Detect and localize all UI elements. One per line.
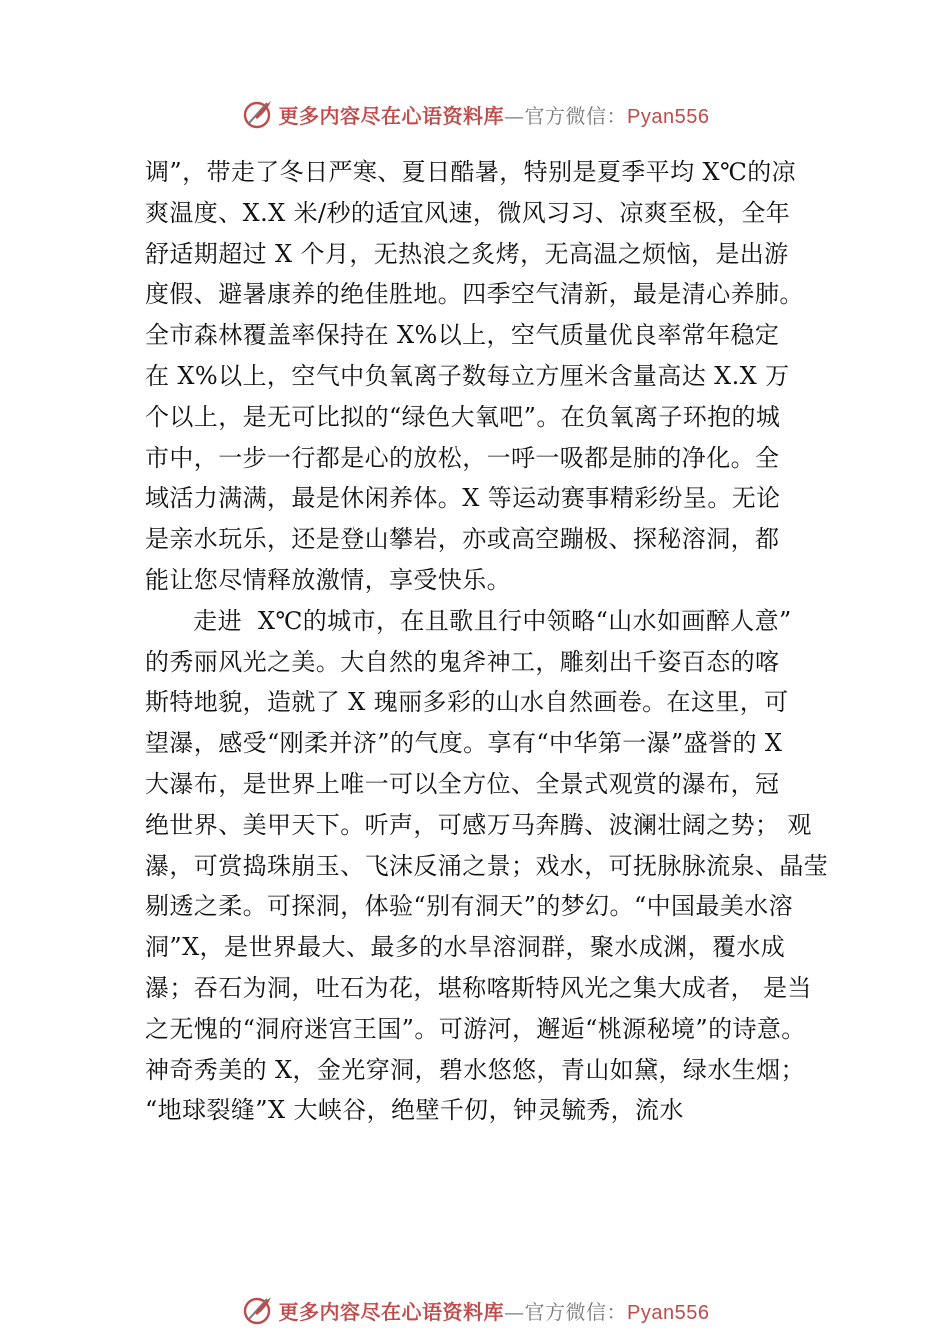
header-wechat-label: 官方微信： [524,103,628,128]
header-banner [0,94,950,134]
quill-logo-icon [241,97,275,131]
document-body [145,152,829,1131]
body-line: 洞”X，是世界最大、最多的水旱溶洞群，聚水成渊，覆水成 [145,933,786,962]
body-line: 爽温度、X.X 米/秒的适宜风速，微风习习、凉爽至极，全年 [145,198,791,227]
body-line: 走进 X℃的城市，在且歌且行中领略“山水如画醉人意” [145,606,792,635]
quill-logo-icon [241,1293,275,1327]
footer-banner [0,1290,950,1330]
body-line: 在 X%以上，空气中负氧离子数每立方厘米含量高达 X.X 万 [145,361,790,390]
body-line: 是亲水玩乐，还是登山攀岩，亦或高空蹦极、探秘溶洞，都 [145,525,780,554]
body-line: 市中，一步一行都是心的放松，一呼一吸都是肺的净化。全 [145,443,780,472]
header-wechat-id: Pyan556 [627,105,710,128]
body-line: 度假、避暑康养的绝佳胜地。四季空气清新，最是清心养肺。 [145,280,804,309]
body-line: 绝世界、美甲天下。听声，可感万马奔腾、波澜壮阔之势； 观 [145,810,812,839]
body-line: 剔透之柔。可探洞，体验“别有洞天”的梦幻。“中国最美水溶 [145,892,794,921]
body-line: 域活力满满，最是休闲养体。X 等运动赛事精彩纷呈。无论 [145,484,781,513]
header-separator: — [504,103,525,128]
body-line: 调”，带走了冬日严寒、夏日酷暑，特别是夏季平均 X℃的凉 [145,158,797,186]
header-site-name: 更多内容尽在心语资料库 [278,103,505,128]
body-line: 望瀑，感受“刚柔并济”的气度。享有“中华第一瀑”盛誉的 X [145,729,783,758]
body-line: 神奇秀美的 X，金光穿洞，碧水悠悠，青山如黛，绿水生烟； [145,1055,805,1084]
body-line: 能让您尽情释放激情，享受快乐。 [145,565,511,594]
body-line: 之无愧的“洞府迷宫王国”。可游河，邂逅“桃源秘境”的诗意。 [145,1014,806,1043]
body-line: 个以上，是无可比拟的“绿色大氧吧”。在负氧离子环抱的城 [145,402,781,431]
body-line: 的秀丽风光之美。大自然的鬼斧神工，雕刻出千姿百态的喀 [145,647,780,676]
footer-wechat-id: Pyan556 [627,1301,710,1324]
footer-separator: — [504,1299,525,1324]
body-line: 舒适期超过 X 个月，无热浪之炙烤，无高温之烦恼，是出游 [145,239,789,268]
body-line: 大瀑布，是世界上唯一可以全方位、全景式观赏的瀑布，冠 [145,769,780,798]
body-line: 瀑，可赏捣珠崩玉、飞沫反涌之景；戏水，可抚脉脉流泉、晶莹 [145,851,829,880]
body-line: 斯特地貌，造就了 X 瑰丽多彩的山水自然画卷。在这里，可 [145,688,789,717]
body-line: “地球裂缝”X 大峡谷，绝壁千仞，钟灵毓秀，流水 [145,1096,684,1125]
body-line: 全市森林覆盖率保持在 X%以上，空气质量优良率常年稳定 [145,321,780,350]
footer-wechat-label: 官方微信： [524,1299,628,1324]
footer-site-name: 更多内容尽在心语资料库 [278,1299,505,1324]
body-line: 瀑；吞石为洞，吐石为花，堪称喀斯特风光之集大成者， 是当 [145,973,812,1002]
